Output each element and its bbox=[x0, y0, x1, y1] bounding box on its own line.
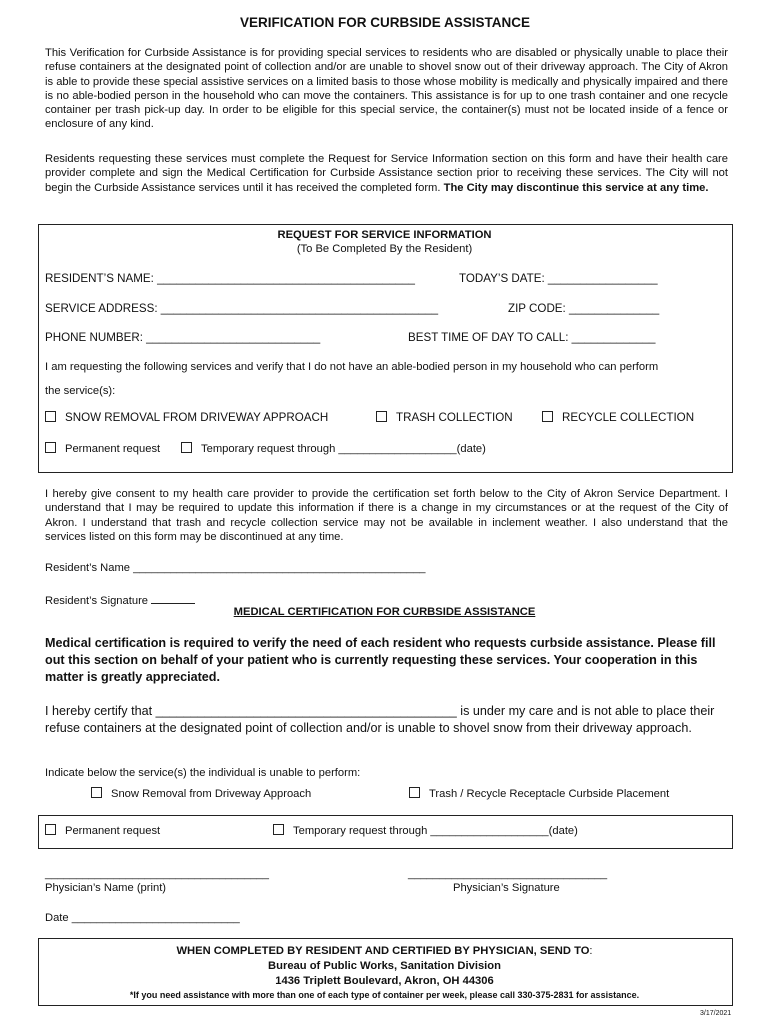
service-address-field[interactable]: SERVICE ADDRESS: ___________________________________________ bbox=[45, 302, 439, 315]
intro-paragraph-1: This Verification for Curbside Assistance is for providing special services to residents who are disabled or physically unable to place their refuse containers at the designated point of collection and/or are unable to shovel snow out of their driveway approach. The City of Akron is able to provide these special assistive services on a limited basis to those whose mobility is medically and physically impaired and there is no able-bodied person in the household who can move the containers. This assistance is for up to one trash container and one recycle container per trash pick-up day. In order to be eligible for this special service, the container(s) must not be located inside of a fence or enclosure of any kind. bbox=[45, 47, 728, 131]
send-to-heading: WHEN COMPLETED BY RESIDENT AND CERTIFIED BY PHYSICIAN, SEND TO bbox=[176, 945, 590, 957]
permanent-request-option[interactable] bbox=[45, 442, 160, 455]
phone-number-field[interactable]: PHONE NUMBER: ___________________________ bbox=[45, 331, 321, 344]
medical-temporary-label: Temporary request through ___________________(date) bbox=[293, 825, 578, 837]
medical-snow-label: Snow Removal from Driveway Approach bbox=[111, 788, 312, 800]
request-subheading: (To Be Completed By the Resident) bbox=[296, 243, 473, 255]
bureau-address: 1436 Triplett Boulevard, Akron, OH 44306 bbox=[275, 975, 494, 987]
request-statement-line-1: I am requesting the following services and verify that I do not have an able-bodied person in my household who can perform bbox=[45, 361, 659, 373]
physician-name-line[interactable]: ____________________________________ bbox=[45, 868, 269, 880]
residents-name-field[interactable]: RESIDENT’S NAME: ________________________________________ bbox=[45, 272, 416, 285]
trash-collection-label: TRASH COLLECTION bbox=[396, 411, 513, 424]
send-to-line bbox=[38, 945, 731, 957]
send-to-colon: : bbox=[589, 945, 593, 957]
request-section-box bbox=[38, 224, 733, 473]
checkbox-icon[interactable] bbox=[45, 411, 56, 422]
assistance-note: *If you need assistance with more than one of each type of container per week, please call 330-375-2831 for assistance. bbox=[129, 990, 640, 1000]
revision-date: 3/17/2021 bbox=[700, 1010, 732, 1017]
request-heading: REQUEST FOR SERVICE INFORMATION bbox=[277, 229, 492, 241]
form-title: VERIFICATION FOR CURBSIDE ASSISTANCE bbox=[239, 15, 530, 30]
medical-bold-paragraph: Medical certification is required to verify the need of each resident who requests curbside assistance. Please fill out this section on behalf of your patient who is currently requesting these services. Your cooperation in this matter is greatly appreciated. bbox=[45, 636, 716, 684]
consent-paragraph: I hereby give consent to my health care provider to provide the certification set forth below to the City of Akron Service Department. I understand that I may be required to update this information if there is a change in my circumstances or at the request of the City of Akron. I understand that trash and recycle collection service may not be available in inclement weather. I also understand that the services listed on this form may be discontinued at any time. bbox=[45, 488, 728, 543]
snow-removal-option[interactable] bbox=[45, 411, 328, 424]
checkbox-icon[interactable] bbox=[273, 824, 284, 835]
checkbox-icon[interactable] bbox=[409, 787, 420, 798]
trash-collection-option[interactable] bbox=[376, 411, 513, 424]
intro-paragraph-2 bbox=[45, 152, 728, 195]
physician-signature-label: Physician’s Signature bbox=[453, 882, 560, 894]
physician-name-label: Physician’s Name (print) bbox=[45, 882, 167, 894]
temporary-request-option[interactable] bbox=[181, 442, 486, 455]
medical-permanent-option[interactable] bbox=[45, 824, 160, 837]
snow-removal-label: SNOW REMOVAL FROM DRIVEWAY APPROACH bbox=[65, 411, 329, 424]
checkbox-icon[interactable] bbox=[45, 442, 56, 453]
indicate-services-text: Indicate below the service(s) the individual is unable to perform: bbox=[45, 767, 361, 779]
recycle-collection-option[interactable] bbox=[542, 411, 694, 424]
medical-trash-label: Trash / Recycle Receptacle Curbside Placement bbox=[429, 788, 670, 800]
request-statement-line-2: the service(s): bbox=[45, 385, 116, 397]
medical-permanent-label: Permanent request bbox=[65, 825, 161, 837]
medical-temporary-option[interactable] bbox=[273, 824, 578, 837]
checkbox-icon[interactable] bbox=[542, 411, 553, 422]
permanent-request-label: Permanent request bbox=[65, 443, 161, 455]
intro-paragraph-2-text: Residents requesting these services must complete the Request for Service Information section on this form and have their health care provider complete and sign the Medical Certification for Curbside Assistance section prior to receiving these services. The City will not begin the Curbside Assistance services until it has received the completed form. bbox=[45, 153, 728, 194]
medical-heading: MEDICAL CERTIFICATION FOR CURBSIDE ASSISTANCE bbox=[233, 606, 536, 618]
bureau-name: Bureau of Public Works, Sanitation Division bbox=[268, 960, 501, 972]
best-time-field[interactable]: BEST TIME OF DAY TO CALL: _____________ bbox=[408, 331, 656, 344]
recycle-collection-label: RECYCLE COLLECTION bbox=[562, 411, 695, 424]
certify-paragraph: I hereby certify that ___________________________________________ is under my care and is not able to place their refuse containers at the designated point of collection and/or is unable to shovel snow from their driveway approach. bbox=[45, 704, 715, 735]
residents-name-signature-field[interactable]: Resident’s Name _______________________________________________ bbox=[45, 562, 426, 574]
physician-signature-line[interactable]: ________________________________ bbox=[408, 868, 608, 880]
residents-signature-field[interactable] bbox=[45, 592, 195, 607]
checkbox-icon[interactable] bbox=[376, 411, 387, 422]
checkbox-icon[interactable] bbox=[45, 824, 56, 835]
medical-trash-option[interactable] bbox=[409, 787, 669, 800]
todays-date-field[interactable]: TODAY’S DATE: _________________ bbox=[459, 272, 658, 285]
temporary-request-label: Temporary request through ___________________(date) bbox=[201, 443, 486, 455]
checkbox-icon[interactable] bbox=[181, 442, 192, 453]
medical-snow-option[interactable] bbox=[91, 787, 311, 800]
intro-paragraph-2-bold: The City may discontinue this service at any time. bbox=[443, 181, 709, 194]
checkbox-icon[interactable] bbox=[91, 787, 102, 798]
residents-signature-label: Resident’s Signature bbox=[45, 595, 149, 607]
signature-line[interactable] bbox=[151, 592, 195, 604]
zip-code-field[interactable]: ZIP CODE: ______________ bbox=[508, 302, 660, 315]
date-field[interactable]: Date ___________________________ bbox=[45, 912, 240, 924]
